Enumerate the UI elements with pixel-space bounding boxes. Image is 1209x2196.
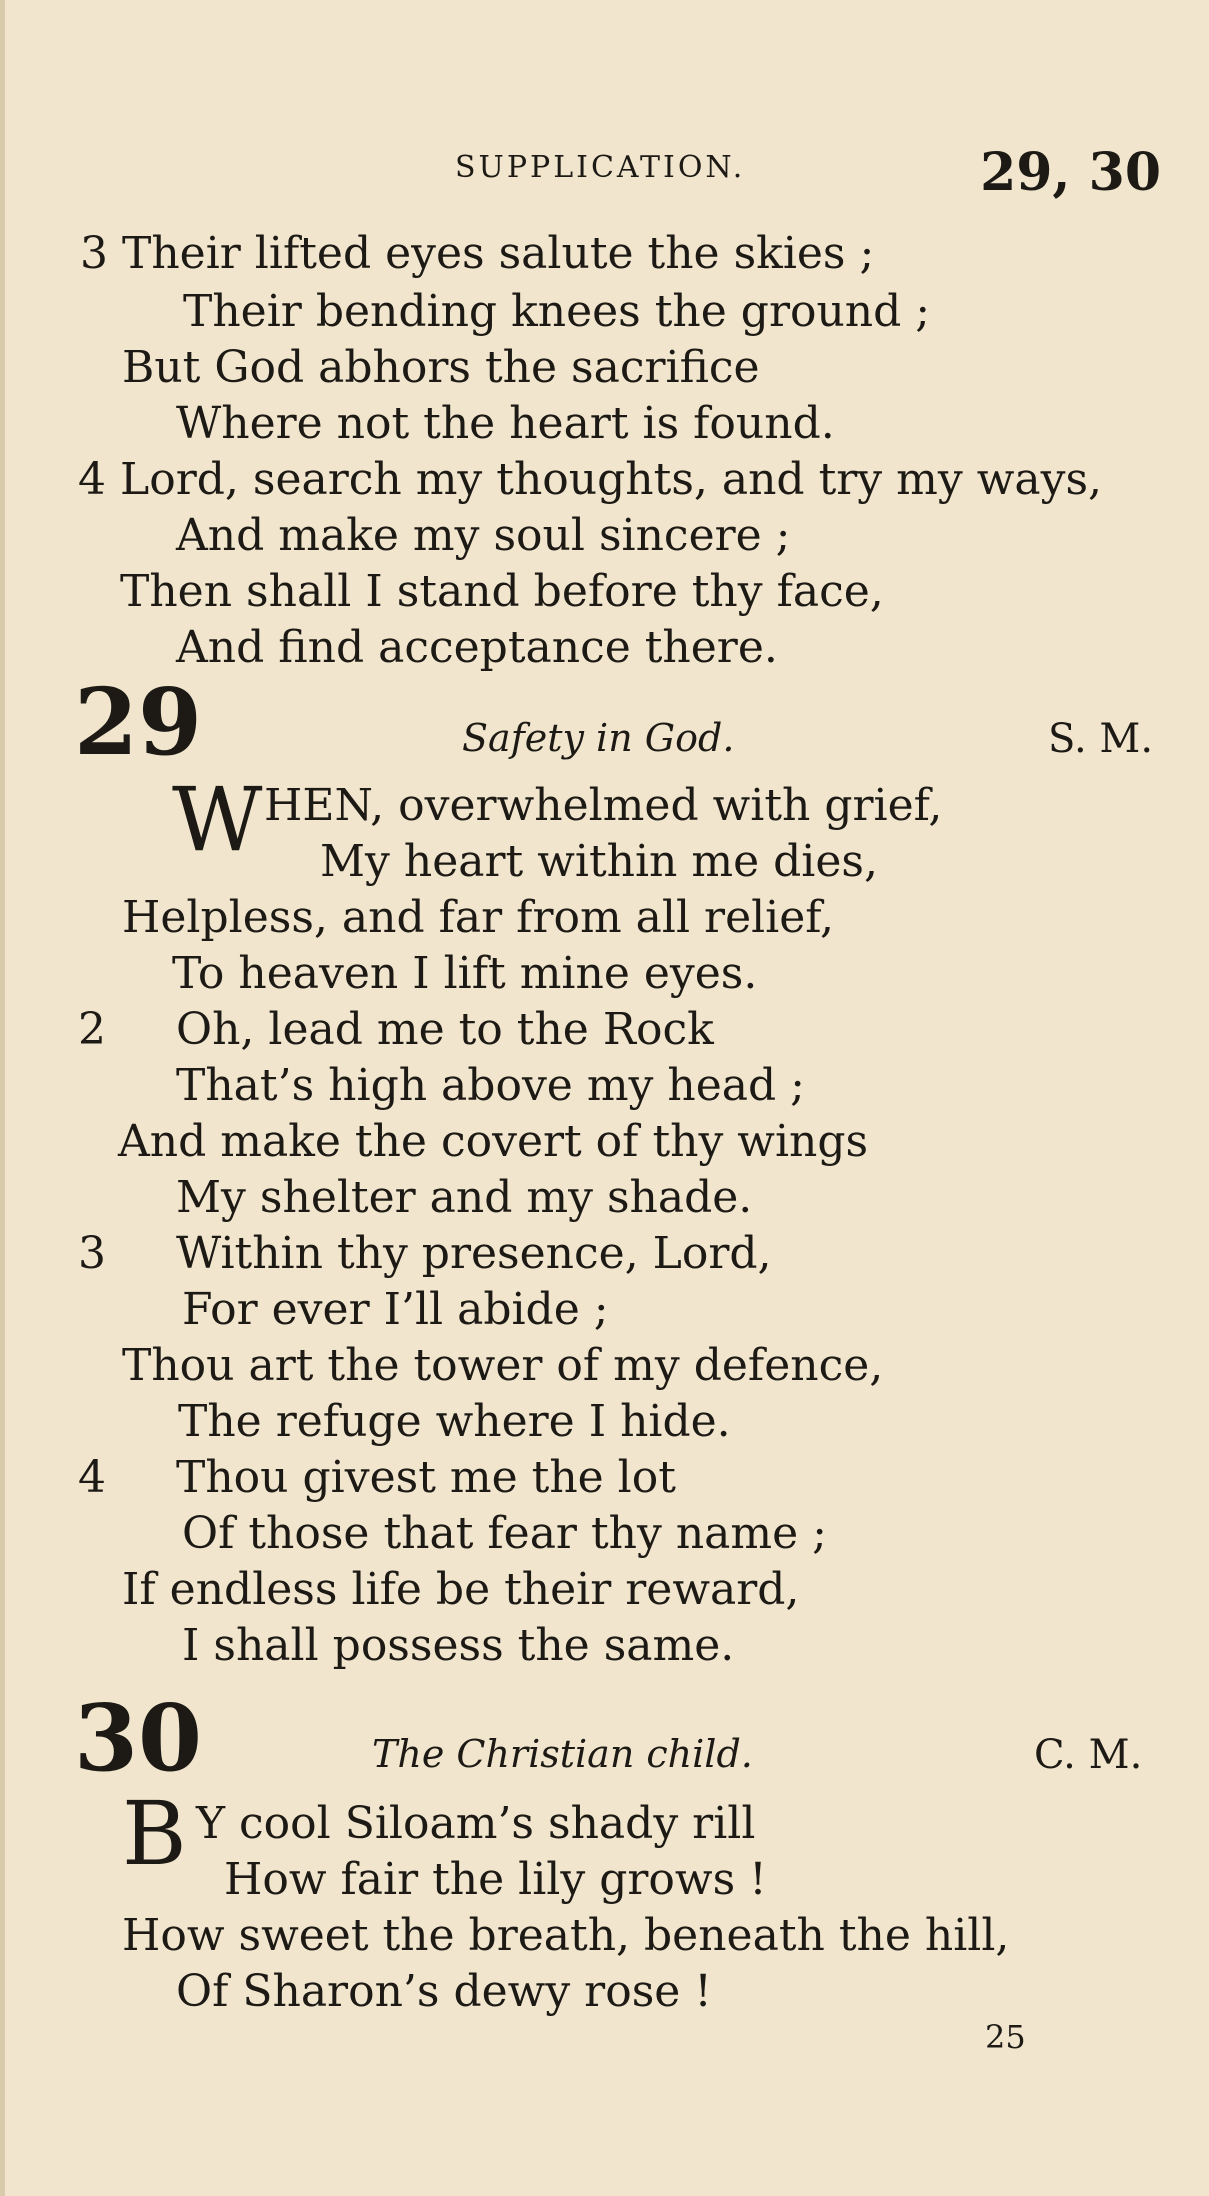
verse-line: To heaven I lift mine eyes. [172, 948, 758, 999]
verse-line: Where not the heart is found. [176, 398, 835, 449]
verse-line: Within thy presence, Lord, [176, 1228, 772, 1279]
verse-line: HEN, overwhelmed with grief, [264, 780, 943, 831]
page-edge [0, 0, 5, 2196]
verse-line: Of those that fear thy name ; [182, 1508, 827, 1559]
verse-line: I shall possess the same. [182, 1620, 735, 1671]
verse-line: Their bending knees the ground ; [183, 286, 931, 337]
verse-line: But God abhors the sacrifice [122, 342, 760, 393]
verse-line: Then shall I stand before thy face, [120, 566, 884, 617]
verse-line: That’s high above my head ; [176, 1060, 805, 1111]
page-number: 25 [985, 2018, 1026, 2056]
verse-line: The refuge where I hide. [178, 1396, 731, 1447]
drop-cap: B [122, 1782, 187, 1885]
verse-line: My shelter and my shade. [176, 1172, 753, 1223]
verse-line: Thou art the tower of my defence, [122, 1340, 884, 1391]
page-hymn-numbers: 29, 30 [980, 142, 1161, 203]
verse-line: And make the covert of thy wings [118, 1116, 869, 1167]
verse-line: Helpless, and far from all relief, [122, 892, 834, 943]
verse-line: 4 Lord, search my thoughts, and try my ways, [78, 454, 1103, 505]
verse-line: Y cool Siloam’s shady rill [196, 1798, 756, 1849]
verse-line: If endless life be their reward, [122, 1564, 800, 1615]
drop-cap: W [172, 768, 263, 871]
verse-line: And make my soul sincere ; [176, 510, 791, 561]
hymn-number: 30 [74, 1684, 203, 1792]
stanza-number: 3 [78, 1228, 106, 1279]
verse-line: Of Sharon’s dewy rose ! [176, 1966, 712, 2017]
hymn-meter: S. M. [1048, 716, 1154, 762]
verse-line: How sweet the breath, beneath the hill, [122, 1910, 1010, 1961]
running-title: SUPPLICATION. [455, 150, 746, 185]
verse-line: Thou givest me the lot [176, 1452, 676, 1503]
hymn-meter: C. M. [1034, 1732, 1143, 1778]
hymn-title: The Christian child. [372, 1732, 753, 1776]
verse-line: How fair the lily grows ! [224, 1854, 767, 1905]
verse-line: My heart within me dies, [320, 836, 878, 887]
verse-line: Oh, lead me to the Rock [176, 1004, 714, 1055]
verse-line: For ever I’ll abide ; [182, 1284, 609, 1335]
hymn-title: Safety in God. [462, 716, 735, 760]
stanza-number: 4 [78, 1452, 106, 1503]
verse-line: 3 Their lifted eyes salute the skies ; [80, 228, 875, 279]
verse-line: And find acceptance there. [176, 622, 778, 673]
hymn-number: 29 [74, 668, 203, 776]
stanza-number: 2 [78, 1004, 106, 1055]
